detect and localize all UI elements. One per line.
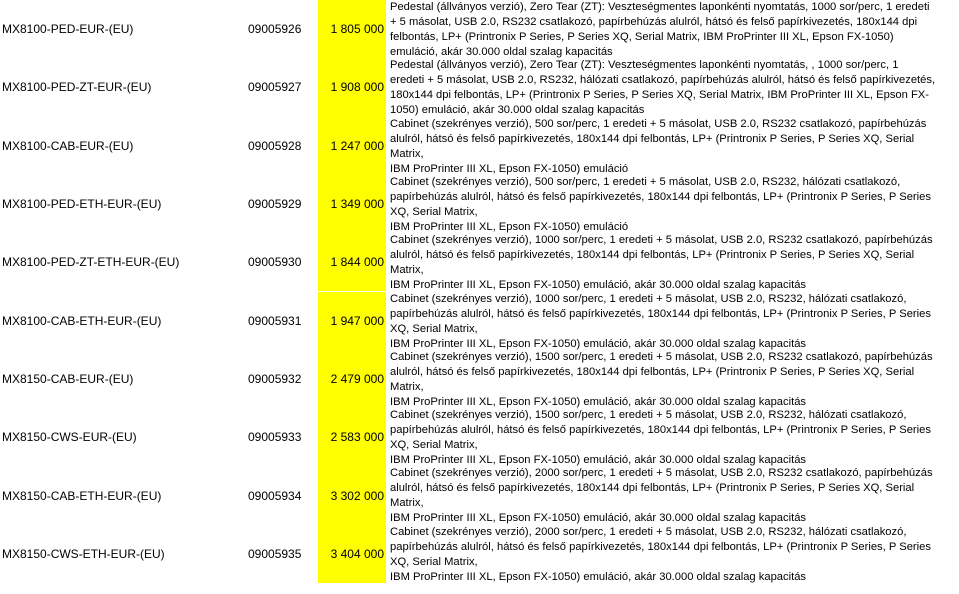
model-cell: MX8100-PED-ETH-EUR-(EU)	[2, 197, 162, 212]
price-cell: 1 349 000	[318, 175, 386, 233]
product-code-cell: 09005935	[248, 546, 302, 561]
price-cell: 3 302 000	[318, 466, 386, 524]
description-line: IBM ProPrinter III XL, Epson FX-1050) emuláció, akár 30.000 oldal szalag kapacitás	[390, 337, 807, 350]
table-row	[0, 0, 959, 58]
description-cell	[390, 408, 959, 466]
description-line: Pedestal (állványos verzió), Zero Tear (ZT): Veszteségmentes laponkénti nyomtatás, 1000 sor/perc, 1 eredeti	[390, 1, 930, 13]
description-line: Cabinet (szekrényes verzió), 500 sor/perc, 1 eredeti + 5 másolat, USB 2.0, RS232 csatlakozó, papírbehúzás	[390, 117, 927, 130]
description-line: papírbehúzás alulról, hátsó és felső papírkivezetés, 180x144 dpi felbontás, LP+ (Printronix P Series, P Series	[390, 540, 931, 553]
price-cell: 3 404 000	[318, 525, 386, 583]
product-code-cell: 09005928	[248, 138, 302, 153]
price-cell: 1 247 000	[318, 117, 386, 175]
description-line: papírbehúzás alulról, hátsó és felső papírkivezetés, 180x144 dpi felbontás, LP+ (Printronix P Series, P Series	[390, 424, 931, 437]
table-row	[0, 175, 959, 233]
description-cell	[390, 466, 959, 524]
description-line: Cabinet (szekrényes verzió), 1000 sor/perc, 1 eredeti + 5 másolat, USB 2.0, RS232, hálózati csatlakozó,	[390, 292, 907, 305]
description-line: Matrix,	[390, 147, 424, 160]
description-line: papírbehúzás alulról, hátsó és felső papírkivezetés, 180x144 dpi felbontás, LP+ (Printronix P Series, P Series	[390, 190, 931, 203]
description-line: XQ, Serial Matrix,	[390, 205, 478, 218]
description-cell	[390, 233, 959, 291]
description-line: Cabinet (szekrényes verzió), 1000 sor/perc, 1 eredeti + 5 másolat, USB 2.0, RS232 csatlakozó, papírbehúzás	[390, 234, 933, 247]
description-line: eredeti + 5 másolat, USB 2.0, RS232, hálózati csatlakozó, papírbehúzás alulról, hátsó és felső papírkivezetés,	[390, 74, 936, 87]
description-line: 1050) emuláció, akár 30.000 oldal szalag kapacitás	[390, 104, 645, 117]
description-line: IBM ProPrinter III XL, Epson FX-1050) emuláció, akár 30.000 oldal szalag kapacitás	[390, 395, 807, 408]
description-line: alulról, hátsó és felső papírkivezetés, 180x144 dpi felbontás, LP+ (Printronix P Series, P Series XQ, Serial	[390, 132, 915, 145]
description-cell	[390, 0, 959, 58]
description-line: + 5 másolat, USB 2.0, RS232 csatlakozó, papírbehúzás alulról, hátsó és felső papírkivezetés, 180x144 dpi	[390, 16, 918, 28]
description-line: IBM ProPrinter III XL, Epson FX-1050) emuláció	[390, 220, 629, 233]
description-line: emuláció, akár 30.000 oldal szalag kapacitás	[390, 46, 613, 58]
product-code-cell: 09005933	[248, 430, 302, 445]
description-line: papírbehúzás alulról, hátsó és felső papírkivezetés, 180x144 dpi felbontás, LP+ (Printronix P Series, P Series	[390, 307, 931, 320]
table-row	[0, 525, 959, 583]
description-line: XQ, Serial Matrix,	[390, 439, 478, 452]
description-line: Pedestal (állványos verzió), Zero Tear (ZT): Veszteségmentes laponkénti nyomtatás, , 1000 sor/perc, 1	[390, 59, 899, 72]
product-code-cell: 09005926	[248, 22, 302, 37]
description-cell	[390, 58, 959, 116]
description-line: IBM ProPrinter III XL, Epson FX-1050) emuláció	[390, 162, 629, 175]
model-cell: MX8100-PED-ZT-ETH-EUR-(EU)	[2, 255, 180, 270]
description-cell	[390, 525, 959, 583]
model-cell: MX8100-PED-EUR-(EU)	[2, 22, 134, 37]
description-line: XQ, Serial Matrix,	[390, 555, 478, 568]
model-cell: MX8100-CAB-ETH-EUR-(EU)	[2, 313, 162, 328]
table-row	[0, 233, 959, 291]
table-row	[0, 466, 959, 524]
price-cell: 2 583 000	[318, 408, 386, 466]
description-line: IBM ProPrinter III XL, Epson FX-1050) emuláció, akár 30.000 oldal szalag kapacitás	[390, 454, 807, 467]
description-cell	[390, 292, 959, 350]
price-cell: 1 908 000	[318, 58, 386, 116]
description-line: IBM ProPrinter III XL, Epson FX-1050) emuláció, akár 30.000 oldal szalag kapacitás	[390, 570, 807, 583]
table-row	[0, 117, 959, 175]
product-code-cell: 09005931	[248, 313, 302, 328]
model-cell: MX8150-CWS-EUR-(EU)	[2, 430, 137, 445]
description-cell	[390, 175, 959, 233]
model-cell: MX8150-CWS-ETH-EUR-(EU)	[2, 546, 165, 561]
product-code-cell: 09005930	[248, 255, 302, 270]
description-line: alulról, hátsó és felső papírkivezetés, 180x144 dpi felbontás, LP+ (Printronix P Series, P Series XQ, Serial	[390, 365, 915, 378]
price-cell: 1 805 000	[318, 0, 386, 58]
product-code-cell: 09005932	[248, 371, 302, 386]
description-line: Matrix,	[390, 264, 424, 277]
product-code-cell: 09005929	[248, 197, 302, 212]
description-line: Cabinet (szekrényes verzió), 1500 sor/perc, 1 eredeti + 5 másolat, USB 2.0, RS232, hálózati csatlakozó,	[390, 409, 907, 422]
model-cell: MX8150-CAB-ETH-EUR-(EU)	[2, 488, 162, 503]
model-cell: MX8100-CAB-EUR-(EU)	[2, 138, 134, 153]
price-cell: 1 947 000	[318, 292, 386, 350]
description-line: Matrix,	[390, 497, 424, 510]
description-line: IBM ProPrinter III XL, Epson FX-1050) emuláció, akár 30.000 oldal szalag kapacitás	[390, 512, 807, 525]
price-cell: 1 844 000	[318, 233, 386, 291]
table-row	[0, 350, 959, 408]
description-line: Cabinet (szekrényes verzió), 1500 sor/perc, 1 eredeti + 5 másolat, USB 2.0, RS232 csatlakozó, papírbehúzás	[390, 350, 933, 363]
description-line: XQ, Serial Matrix,	[390, 322, 478, 335]
description-cell	[390, 350, 959, 408]
table-row	[0, 58, 959, 116]
description-line: alulról, hátsó és felső papírkivezetés, 180x144 dpi felbontás, LP+ (Printronix P Series, P Series XQ, Serial	[390, 482, 915, 495]
table-row	[0, 292, 959, 350]
description-line: 180x144 dpi felbontás, LP+ (Printronix P Series, P Series XQ, Serial Matrix, IBM ProPrinter III XL, Epson FX-	[390, 89, 929, 102]
description-line: Cabinet (szekrényes verzió), 500 sor/perc, 1 eredeti + 5 másolat, USB 2.0, RS232, hálózati csatlakozó,	[390, 175, 901, 188]
description-line: Matrix,	[390, 380, 424, 393]
description-line: Cabinet (szekrényes verzió), 2000 sor/perc, 1 eredeti + 5 másolat, USB 2.0, RS232 csatlakozó, papírbehúzás	[390, 467, 933, 480]
description-line: felbontás, LP+ (Printronix P Series, P Series XQ, Serial Matrix, IBM ProPrinter III XL, Epson FX-1050)	[390, 31, 894, 43]
price-cell: 2 479 000	[318, 350, 386, 408]
description-line: alulról, hátsó és felső papírkivezetés, 180x144 dpi felbontás, LP+ (Printronix P Series, P Series XQ, Serial	[390, 249, 915, 262]
description-line: IBM ProPrinter III XL, Epson FX-1050) emuláció, akár 30.000 oldal szalag kapacitás	[390, 279, 807, 292]
model-cell: MX8150-CAB-EUR-(EU)	[2, 371, 134, 386]
product-code-cell: 09005927	[248, 80, 302, 95]
model-cell: MX8100-PED-ZT-EUR-(EU)	[2, 80, 152, 95]
description-cell	[390, 117, 959, 175]
description-line: Cabinet (szekrényes verzió), 2000 sor/perc, 1 eredeti + 5 másolat, USB 2.0, RS232, hálózati csatlakozó,	[390, 525, 907, 538]
product-code-cell: 09005934	[248, 488, 302, 503]
table-row	[0, 408, 959, 466]
